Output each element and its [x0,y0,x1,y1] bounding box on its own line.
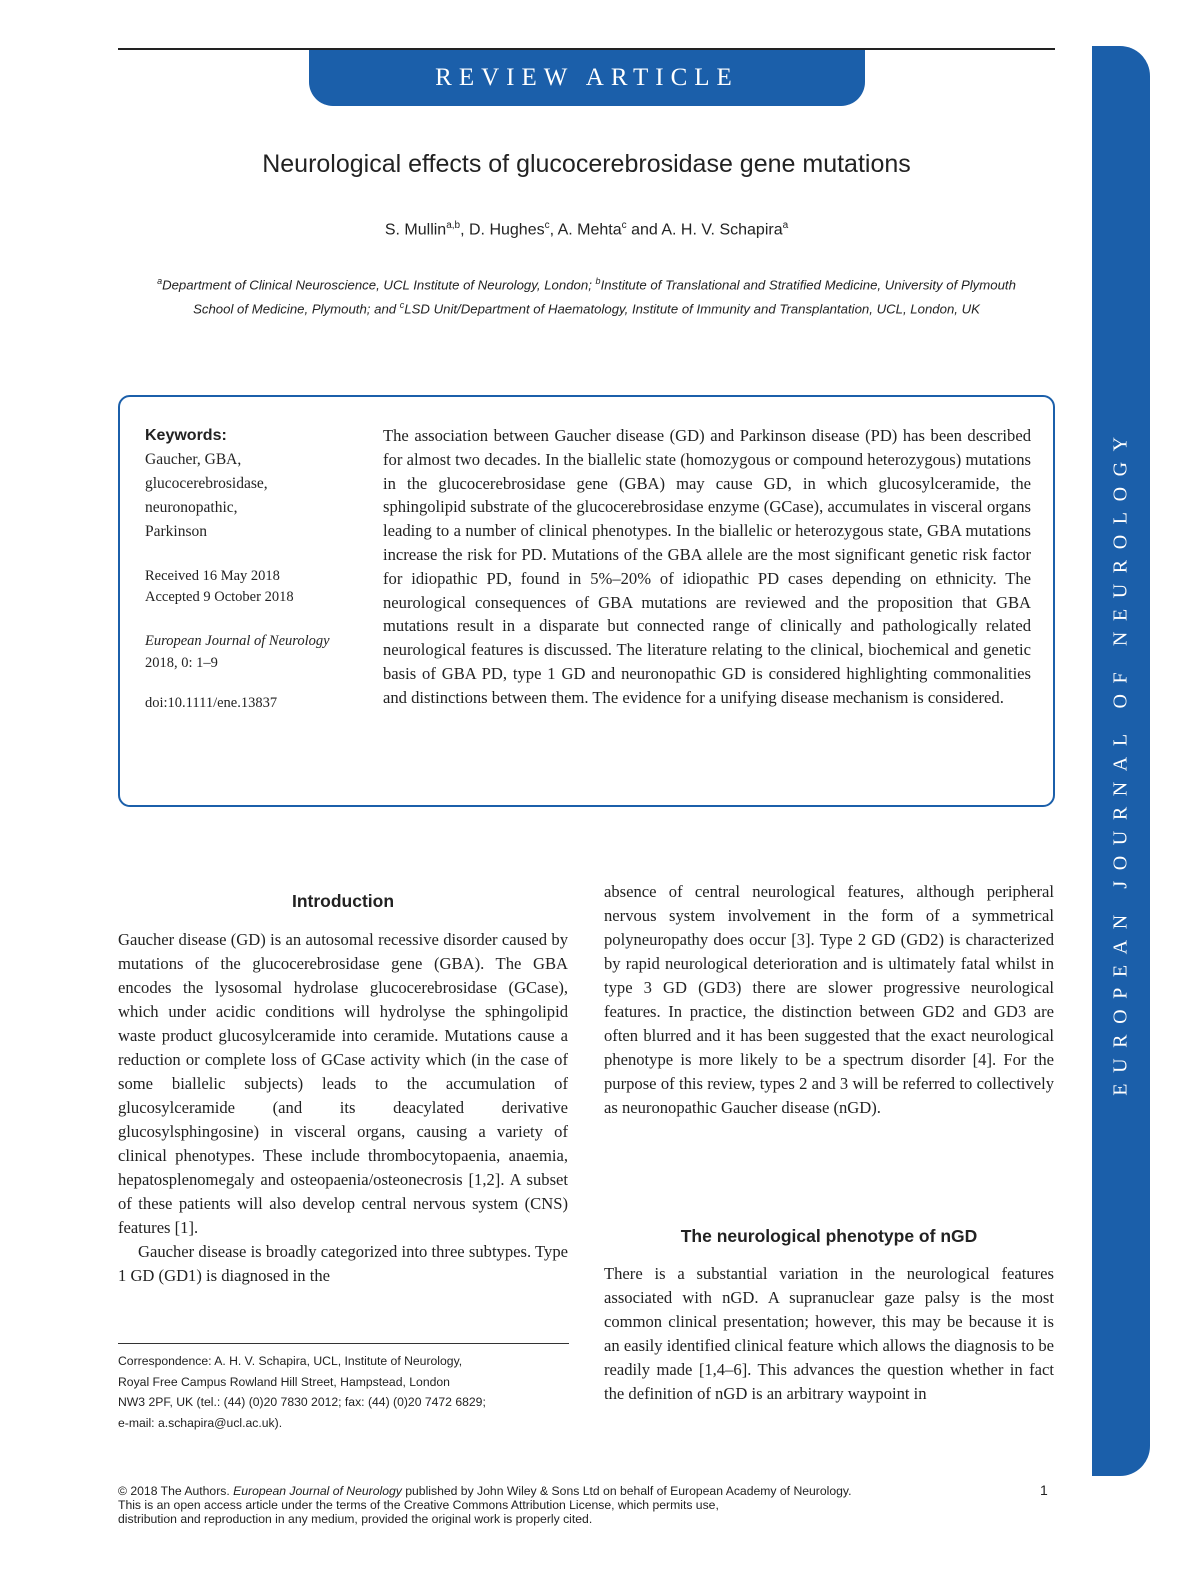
journal-sidebar [1092,46,1150,1476]
journal-citation [145,630,355,674]
affiliation-text: LSD Unit/Department of Haematology, Institute of Immunity and Transplantation, UCL, London, UK [404,301,980,317]
copyright-suffix: published by John Wiley & Sons Ltd on behalf of European Academy of Neurology. [401,1484,852,1498]
page-number: 1 [1040,1482,1048,1498]
correspondence-email[interactable]: e-mail: a.schapira@ucl.ac.uk). [118,1415,283,1430]
page-footer [118,1484,1018,1526]
received-date: Received 16 May 2018 [145,568,280,584]
author-name: and A. H. V. Schapira [626,221,783,239]
citation-journal: European Journal of Neurology [145,633,330,649]
author-affil-sup: c [621,220,627,231]
body-paragraph: There is a substantial variation in the neurological features associated with nGD. A supranuclear gaze palsy is the most common clinical presentation; however, this may be because it is an easily identified clinical feature which allows the diagnosis to be readily made [1,4–6]. This advances the question whether in fact the definition of nGD is an arbitrary waypoint in [604,1264,1054,1403]
keywords-block [145,424,355,544]
author-list [118,220,1055,239]
keyword: glucocerebrosidase, [145,475,268,492]
section-heading-introduction: Introduction [291,891,395,911]
author-name: , A. Mehta [549,221,622,239]
copyright-line [118,1484,1018,1498]
copyright-prefix: © 2018 The Authors. [118,1484,234,1498]
footnote-divider [118,1343,569,1344]
left-column-body [118,928,568,1338]
section-heading-neurological-phenotype: The neurological phenotype of nGD [680,1226,978,1246]
right-column-body [604,880,1054,1120]
keyword: neuronopathic, [145,499,238,516]
correspondence-line: Royal Free Campus Rowland Hill Street, Hampstead, London [118,1374,450,1389]
article-dates [145,566,355,608]
author-name: S. Mullin [384,221,447,239]
affil-sup: c [399,300,405,311]
body-paragraph: absence of central neurological features, although peripheral nervous system involvement in the form of a symmetrical polyneuropathy does occur [3]. Type 2 GD (GD2) is characterized by rapid neurological deterioration and is ultimately fatal whilst in type 3 GD (GD3) there are slower progressive neurological features. In practice, the distinction between GD2 and GD3 are often blurred and it has been suggested that the exact neurological phenotype is more likely to be a spectrum disorder [4]. For the purpose of this review, types 2 and 3 will be referred to collectively as neuronopathic Gaucher disease (nGD). [604,882,1054,1117]
affiliations [150,271,1023,320]
affil-sup: a [157,276,163,286]
author-affil-sup: a [782,220,789,231]
article-title: Neurological effects of glucocerebrosidase gene mutations [262,150,911,178]
doi[interactable]: doi:10.1111/ene.13837 [145,695,278,711]
abstract-text: The association between Gaucher disease (GD) and Parkinson disease (PD) has been described for almost two decades. In the biallelic state (homozygous or compound heterozygous) mutations in the glucocerebrosidase gene (GBA) may cause GD, in which glucosylceramide, the sphingolipid substrate of the glucocerebrosidase enzyme (GCase), accumulates in visceral organs leading to a number of clinical phenotypes. In the biallelic or heterozygous state, GBA mutations increase the risk for PD. Mutations of the GBA allele are the most significant genetic risk factor for idiopathic PD, found in 5%–20% of idiopathic PD cases depending on ethnicity. The neurological consequences of GBA mutations are reviewed and the proposition that GBA mutations result in a disparate but connected range of clinically and pathologically related neurological features is discussed. The literature relating to the clinical, biochemical and genetic basis of GBA PD, type 1 GD and neuronopathic GD is considered highlighting commonalities and distinctions between them. The evidence for a unifying disease mechanism is considered. [383,426,1031,707]
journal-name-vertical: EUROPEAN JOURNAL OF NEUROLOGY [1109,426,1132,1096]
affiliation-text: Institute of Translational and Stratified Medicine, University of Plymouth School of Medicine, Plymouth; and [193,277,1016,317]
affil-sup: b [595,276,601,286]
correspondence-line: NW3 2PF, UK (tel.: (44) (0)20 7830 2012; fax: (44) (0)20 7472 6829; [118,1395,486,1409]
author-affil-sup: c [544,220,550,231]
keyword: Gaucher, GBA, [145,451,242,468]
affiliation-text: Department of Clinical Neuroscience, UCL Institute of Neurology, London; [162,277,596,293]
author-name: , D. Hughes [460,221,545,239]
citation-volume: 2018, 0: 1–9 [145,655,218,671]
body-paragraph: Gaucher disease (GD) is an autosomal recessive disorder caused by mutations of the glucocerebrosidase gene (GBA). The GBA encodes the lysosomal hydrolase glucocerebrosidase (GCase), which under acidic conditions will hydrolyse the sphingolipid waste product glucosylceramide into ceramide. Mutations cause a reduction or complete loss of GCase activity which (in the case of some biallelic subjects) leads to the accumulation of glucosylceramide (and its deacylated derivative glucosylsphingosine) in visceral organs, causing a variety of clinical phenotypes. These include thrombocytopaenia, anaemia, hepatosplenomegaly and osteopaenia/osteonecrosis [1,2]. A subset of these patients will also develop central nervous system (CNS) features [1]. [118,930,568,1237]
article-type-banner [309,50,865,106]
copyright-journal: European Journal of Neurology [233,1484,402,1498]
right-column-body-continued [604,1262,1054,1432]
keyword: Parkinson [145,523,207,540]
accepted-date: Accepted 9 October 2018 [145,589,294,605]
article-type-label: REVIEW ARTICLE [435,64,739,91]
license-line: distribution and reproduction in any medium, provided the original work is properly cited. [118,1512,593,1526]
author-affil-sup: a,b [446,220,461,231]
correspondence-note [118,1351,569,1433]
correspondence-line: Correspondence: A. H. V. Schapira, UCL, Institute of Neurology, [118,1354,463,1368]
keywords-heading: Keywords: [145,427,227,444]
body-paragraph: Gaucher disease is broadly categorized into three subtypes. Type 1 GD (GD1) is diagnosed in the [118,1242,568,1285]
license-line: This is an open access article under the terms of the Creative Commons Attribution License, which permits use, [118,1498,719,1512]
